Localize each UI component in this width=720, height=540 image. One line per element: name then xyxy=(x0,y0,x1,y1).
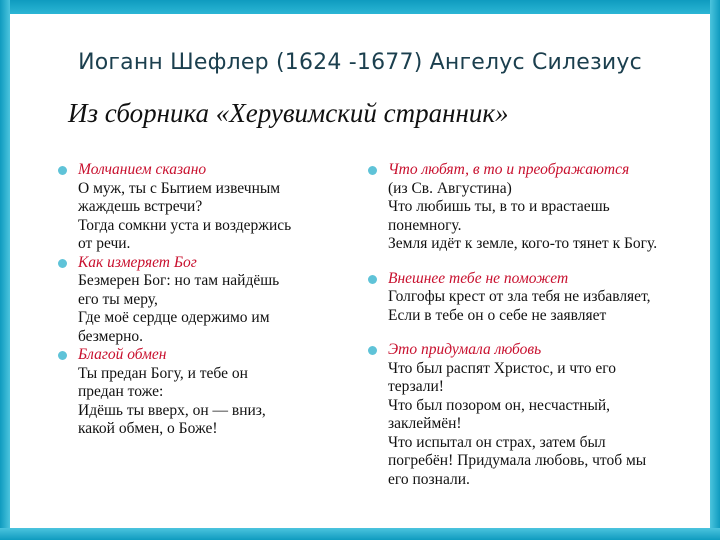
poem-line: Голгофы крест от зла тебя не избавляет, xyxy=(388,288,651,305)
top-border xyxy=(0,0,720,14)
poem-item xyxy=(58,346,338,439)
poem-line: Где моё сердце одержимо им xyxy=(78,309,270,326)
poem-heading: Как измеряет Бог xyxy=(78,253,197,271)
poem-line: (из Св. Августина) xyxy=(388,179,512,197)
slide-title: Иоганн Шефлер (1624 -1677) Ангелус Силезиус xyxy=(78,50,642,75)
poem-line: какой обмен, о Боже! xyxy=(78,420,218,437)
bullet-icon xyxy=(58,351,67,360)
bottom-border xyxy=(0,528,720,540)
right-border xyxy=(710,0,720,540)
poem-line: Идёшь ты вверх, он — вниз, xyxy=(78,401,266,419)
poem-line: Что любишь ты, в то и врастаешь xyxy=(388,198,610,215)
bullet-icon xyxy=(368,346,377,355)
bullet-icon xyxy=(368,166,377,175)
bullet-icon xyxy=(58,166,67,175)
poem-line: заклеймён! xyxy=(388,415,462,432)
poem-heading: Благой обмен xyxy=(78,346,167,363)
poem-line: от речи. xyxy=(78,235,131,252)
left-border xyxy=(0,0,10,540)
poem-line: Земля идёт к земле, кого-то тянет к Богу. xyxy=(388,235,658,252)
poem-line: Ты предан Богу, и тебе он xyxy=(78,364,248,382)
poem-line: Если в тебе он о себе не заявляет xyxy=(388,306,607,324)
poem-heading: Что любят, в то и преображаются xyxy=(388,161,630,178)
poem-item xyxy=(58,254,338,347)
poem-line: Безмерен Бог: но там найдёшь xyxy=(78,272,280,289)
left-column xyxy=(58,161,338,439)
poem-line: предан тоже: xyxy=(78,383,164,400)
poem-line: Что был позором он, несчастный, xyxy=(388,396,611,414)
poem-line: погребён! Придумала любовь, чтоб мы xyxy=(388,452,647,469)
bullet-icon xyxy=(368,275,377,284)
poem-line: понемногу. xyxy=(388,216,462,234)
poem-item xyxy=(368,341,698,489)
poem-line: Тогда сомкни уста и воздержись xyxy=(78,216,292,234)
poem-line: жаждешь встречи? xyxy=(78,198,203,215)
poem-line: Что испытал он страх, затем был xyxy=(388,433,606,451)
poem-line: терзали! xyxy=(388,378,444,395)
poem-item xyxy=(368,161,698,254)
poem-heading: Это придумала любовь xyxy=(388,341,542,358)
slide-subtitle: Из сборника «Херувимский странник» xyxy=(68,98,509,128)
poem-line: Что был распят Христос, и что его xyxy=(388,359,616,377)
poem-line: О муж, ты с Бытием извечным xyxy=(78,179,281,197)
poem-heading: Молчанием сказано xyxy=(78,161,207,178)
poem-heading: Внешнее тебе не поможет xyxy=(388,269,569,287)
bullet-icon xyxy=(58,259,67,268)
poem-item xyxy=(368,270,698,326)
poem-item xyxy=(58,161,338,254)
right-column xyxy=(368,161,698,489)
poem-line: его ты меру, xyxy=(78,290,158,308)
poem-line: безмерно. xyxy=(78,327,144,345)
poem-line: его познали. xyxy=(388,470,470,488)
